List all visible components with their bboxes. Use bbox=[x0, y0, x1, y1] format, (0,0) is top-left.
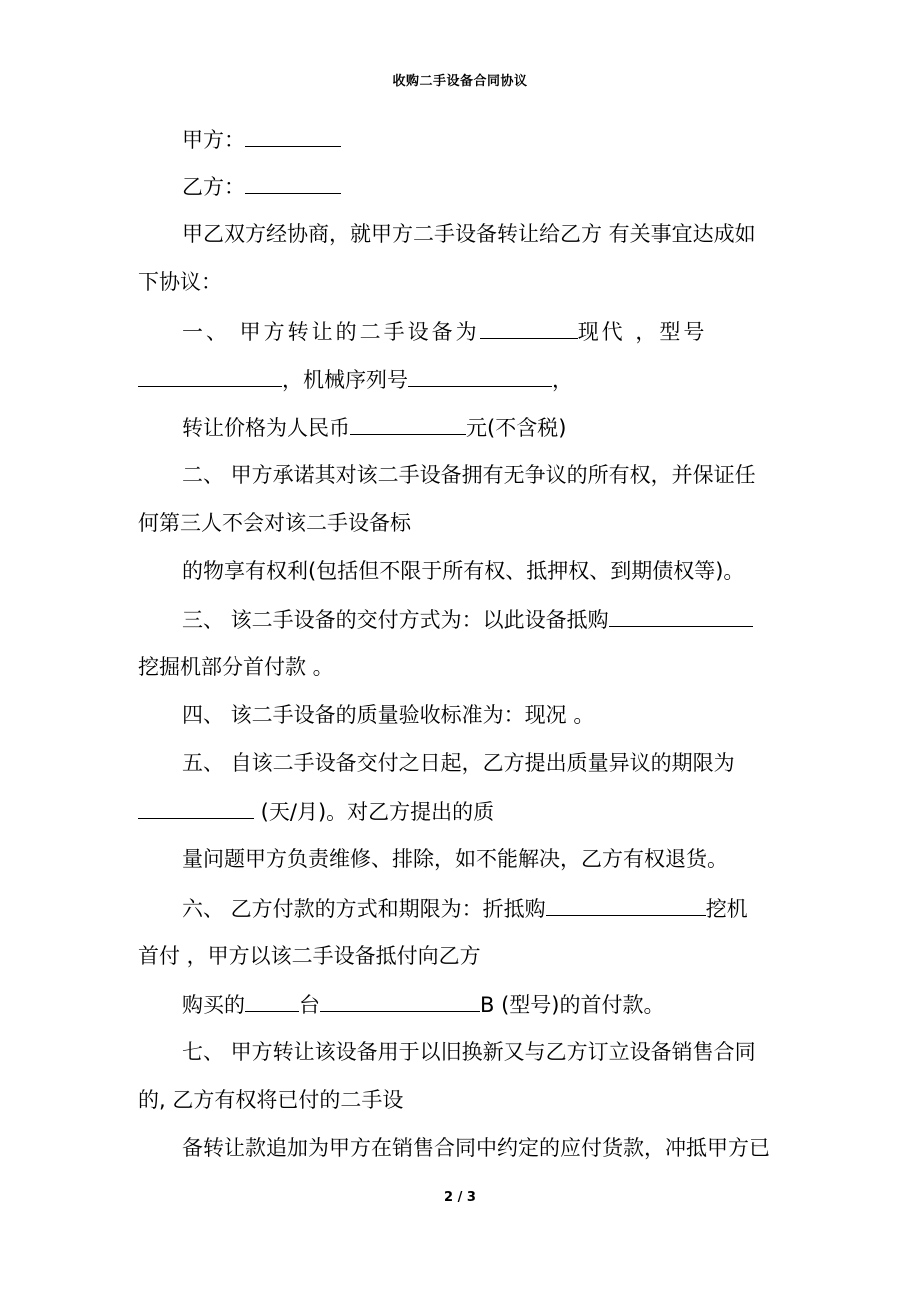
clause-2-line-2: 何第三人不会对该二手设备标 bbox=[138, 511, 411, 535]
clause-1-serial-blank bbox=[408, 364, 552, 387]
clause-5-line-3: 量问题甲方负责维修、排除，如不能解决，乙方有权退货。 bbox=[182, 847, 728, 871]
party-a-label: 甲方： bbox=[182, 128, 245, 152]
clause-6-type-blank bbox=[320, 989, 480, 1012]
party-b-label: 乙方： bbox=[182, 175, 245, 199]
clause-1-line-2 bbox=[138, 364, 782, 395]
clause-6-text-d: 台 bbox=[299, 993, 320, 1017]
clause-7-line-1: 七、 甲方转让该设备用于以旧换新又与乙方订立设备销售合同 bbox=[182, 1040, 756, 1064]
clause-6-text-b: 挖机 bbox=[705, 897, 748, 921]
clause-6-quantity-blank bbox=[245, 989, 299, 1012]
clause-1-price-label: 转让价格为人民币 bbox=[182, 416, 350, 440]
clause-2-line-3: 的物享有权利(包括但不限于所有权、抵押权、到期债权等)。 bbox=[182, 559, 745, 583]
party-b-line bbox=[182, 171, 782, 202]
clause-1-text-a: 一、 甲方转让的二手设备为 bbox=[182, 320, 480, 344]
clause-5-line-1: 五、 自该二手设备交付之日起，乙方提出质量异议的期限为 bbox=[182, 751, 735, 775]
clause-5-line-2 bbox=[138, 796, 782, 827]
party-a-blank bbox=[245, 124, 341, 147]
clause-3-line-1 bbox=[182, 604, 782, 635]
clause-3-line-2: 挖掘机部分首付款 。 bbox=[138, 655, 334, 679]
clause-6-text-a: 六、 乙方付款的方式和期限为：折抵购 bbox=[182, 897, 546, 921]
clause-1-serial-label: ，机械序列号 bbox=[282, 368, 408, 392]
clause-1-equipment-blank bbox=[480, 316, 578, 339]
party-a-line bbox=[182, 124, 782, 155]
page-number: 2 / 3 bbox=[444, 1190, 476, 1205]
clause-6-text-e: B (型号)的首付款。 bbox=[480, 993, 665, 1017]
clause-5-text: (天/月)。对乙方提出的质 bbox=[254, 800, 495, 824]
clause-2-line-1: 二、 甲方承诺其对该二手设备拥有无争议的所有权，并保证任 bbox=[182, 463, 756, 487]
clause-1-price-blank bbox=[350, 412, 466, 435]
clause-1-line-2-end: ， bbox=[552, 368, 573, 392]
clause-6-line-3 bbox=[182, 989, 782, 1020]
clause-1-model-blank bbox=[138, 364, 282, 387]
clause-7-line-2: 的, 乙方有权将已付的二手设 bbox=[138, 1088, 404, 1112]
clause-1-line-3 bbox=[182, 412, 782, 443]
clause-1-price-unit: 元(不含税) bbox=[466, 416, 567, 440]
party-b-blank bbox=[245, 171, 341, 194]
clause-3-blank bbox=[609, 604, 753, 627]
clause-3-text: 三、 该二手设备的交付方式为：以此设备抵购 bbox=[182, 608, 609, 632]
clause-5-period-blank bbox=[138, 796, 254, 819]
clause-1-text-b: 现代 ，型号 bbox=[577, 320, 708, 344]
document-title: 收购二手设备合同协议 bbox=[392, 74, 528, 89]
clause-6-line-2: 首付 ，甲方以该二手设备抵付向乙方 bbox=[138, 944, 481, 968]
clause-7-line-3: 备转让款追加为甲方在销售合同中约定的应付货款，冲抵甲方已 bbox=[182, 1136, 770, 1160]
clause-1-line-1 bbox=[182, 316, 782, 347]
intro-line-2: 下协议： bbox=[138, 270, 222, 294]
clause-4-line-1: 四、 该二手设备的质量验收标准为：现况 。 bbox=[182, 703, 595, 727]
intro-line-1: 甲乙双方经协商，就甲方二手设备转让给乙方 有关事宜达成如 bbox=[182, 222, 756, 246]
clause-6-text-c: 购买的 bbox=[182, 993, 245, 1017]
clause-6-model-blank bbox=[546, 893, 706, 916]
clause-6-line-1 bbox=[182, 893, 782, 924]
